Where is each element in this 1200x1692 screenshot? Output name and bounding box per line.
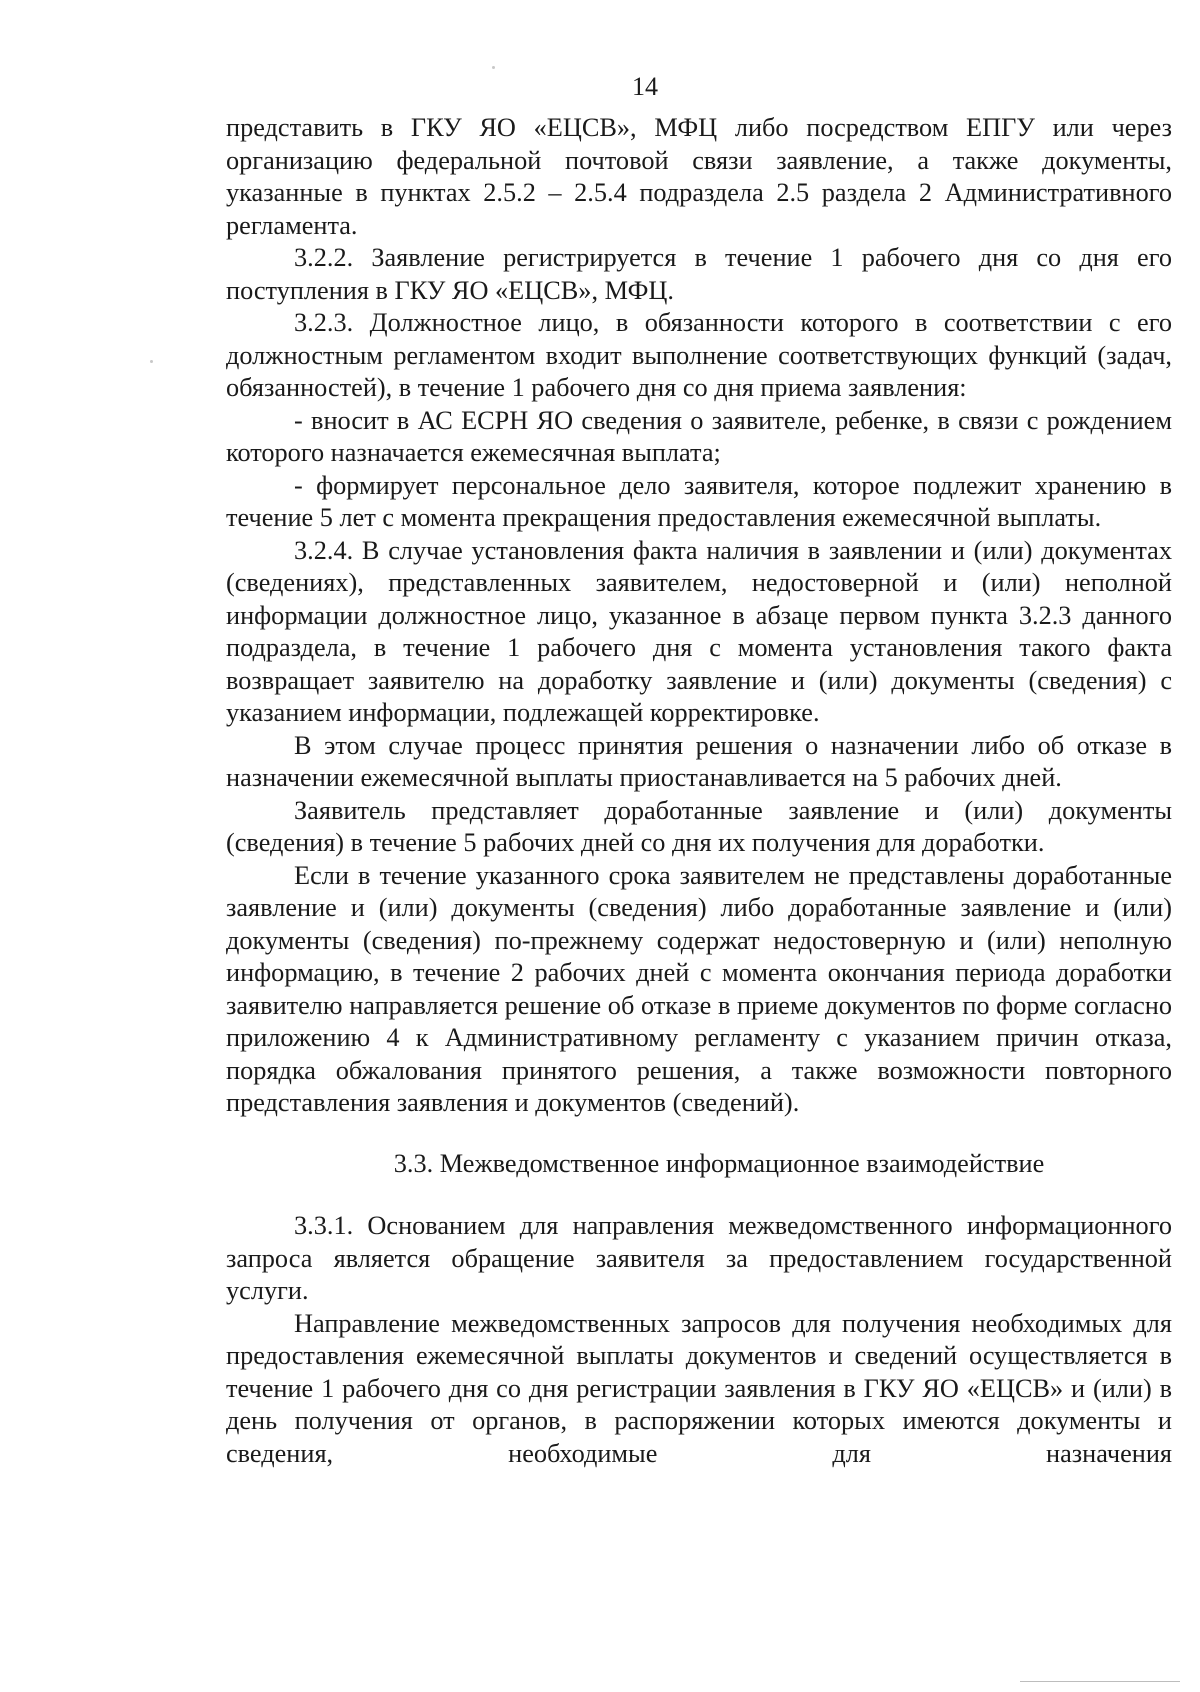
paragraph-suspension: В этом случае процесс принятия решения о назначении либо об отказе в назначении ежемесячной выплаты приостанавливается на 5 рабочих дней. — [226, 730, 1172, 792]
paragraph-3-2-2: 3.2.2. Заявление регистрируется в течение 1 рабочего дня со дня его поступления в ГКУ ЯО «ЕЦСВ», МФЦ. — [226, 243, 1172, 305]
list-item-form-file: - формирует персональное дело заявителя, которое подлежит хранению в течение 5 лет с момента прекращения предоставления ежемесячной выплаты. — [226, 470, 1172, 532]
list-item-enter-data: - вносит в АС ЕСРН ЯО сведения о заявителе, ребенке, в связи с рождением которого назначается ежемесячная выплата; — [226, 405, 1172, 467]
paragraph-refusal: Если в течение указанного срока заявителем не представлены доработанные заявление и (или) документы (сведения) либо доработанные заявление и (или) документы (сведения) по-прежнему содержат недостоверную и (или) неполную информацию, в течение 2 рабочих дней с момента окончания периода доработки заявителю направляется решение об отказе в приеме документов по форме согласно приложению 4 к Административному регламенту с указанием причин отказа, порядка обжалования принятого решения, а также возможности повторного представления заявления и документов (сведений). — [226, 860, 1172, 1117]
paragraph-resubmission: Заявитель представляет доработанные заявление и (или) документы (сведения) в течение 5 рабочих дней со дня их получения для доработки. — [226, 795, 1172, 857]
paragraph-requests: Направление межведомственных запросов для получения необходимых для предоставления ежемесячной выплаты документов и сведений осуществляется в течение 1 рабочего дня со дня регистрации заявления в ГКУ ЯО «ЕЦСВ» и (или) в день получения от органов, в распоряжении которых имеются документы и сведения, необходимые для назначения — [226, 1308, 1172, 1468]
scan-artifact-dot — [150, 360, 153, 363]
scan-artifact-dot — [492, 66, 495, 69]
page-number: 14 — [632, 72, 658, 101]
paragraph-3-2-3: 3.2.3. Должностное лицо, в обязанности которого в соответствии с его должностным регламентом входит выполнение соответствующих функций (задач, обязанностей), в течение 1 рабочего дня со дня приема заявления: — [226, 308, 1172, 402]
paragraph-3-3-1: 3.3.1. Основанием для направления межведомственного информационного запроса является обращение заявителя за предоставлением государственной услуги. — [226, 1211, 1172, 1305]
paragraph-continuation: представить в ГКУ ЯО «ЕЦСВ», МФЦ либо посредством ЕПГУ или через организацию федеральной почтовой связи заявление, а также документы, указанные в пунктах 2.5.2 – 2.5.4 подраздела 2.5 раздела 2 Административного регламента. — [226, 113, 1172, 240]
document-body — [226, 112, 1172, 1470]
scan-artifact-line — [1020, 1681, 1180, 1682]
paragraph-3-2-4: 3.2.4. В случае установления факта наличия в заявлении и (или) документах (сведениях), представленных заявителем, недостоверной и (или) неполной информации должностное лицо, указанное в абзаце первом пункта 3.2.3 данного подраздела, в течение 1 рабочего дня с момента установления такого факта возвращает заявителю на доработку заявление и (или) документы (сведения) с указанием информации, подлежащей корректировке. — [226, 535, 1172, 727]
section-heading: 3.3. Межведомственное информационное взаимодействие — [393, 1148, 1045, 1178]
